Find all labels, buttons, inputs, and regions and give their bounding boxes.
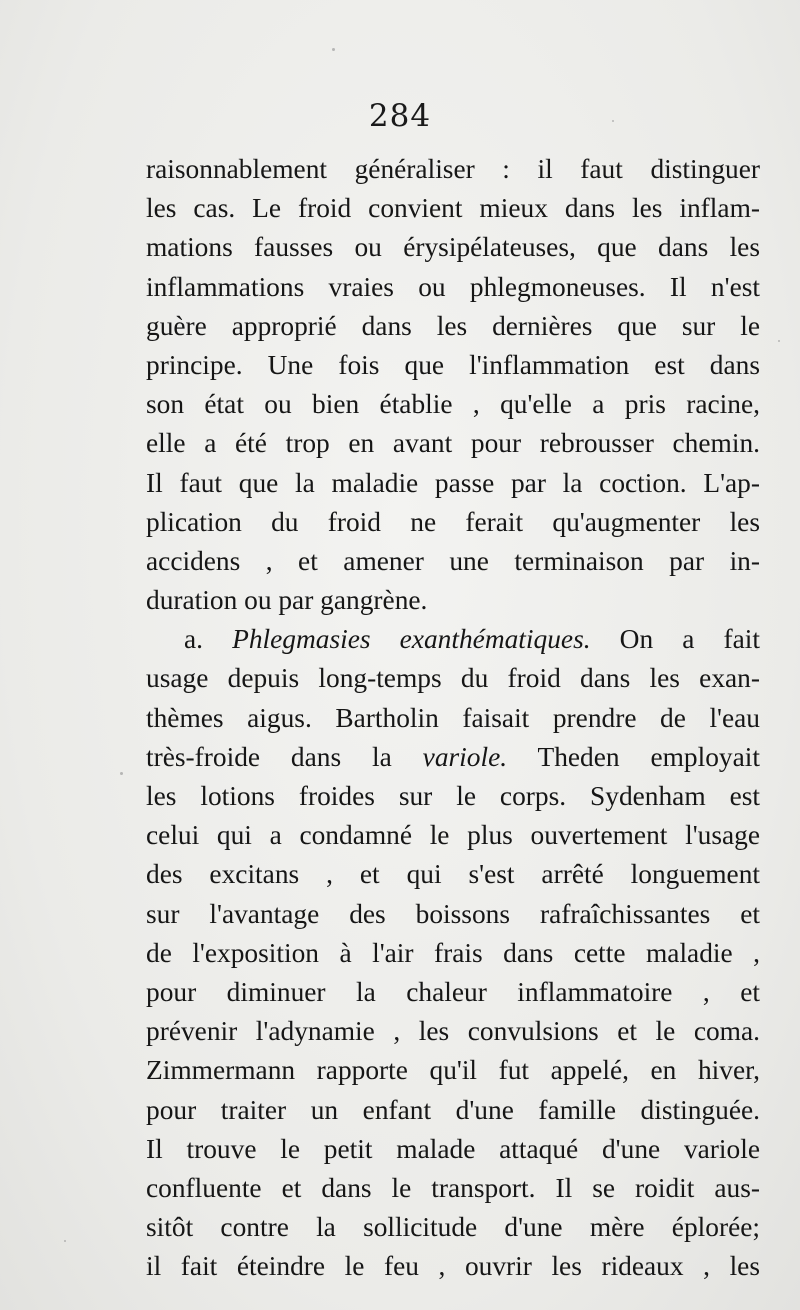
text-line bbox=[146, 777, 760, 816]
text-line bbox=[146, 1208, 760, 1247]
text-segment: sitôt contre la sollicitude d'une mère éplorée; bbox=[146, 1212, 760, 1243]
text-segment: raisonnablement généraliser : il faut distinguer bbox=[146, 154, 760, 184]
text-line bbox=[146, 1169, 760, 1208]
speck bbox=[120, 772, 123, 775]
text-segment: les cas. Le froid convient mieux dans les inflam- bbox=[146, 193, 760, 224]
text-segment: pour traiter un enfant d'une famille distinguée. bbox=[146, 1094, 760, 1125]
text-line bbox=[146, 855, 760, 894]
text-segment: inflammations vraies ou phlegmoneuses. Il n'est bbox=[146, 271, 760, 302]
text-segment: de l'exposition à l'air frais dans cette maladie , bbox=[146, 937, 760, 968]
text-line bbox=[146, 1130, 760, 1169]
text-line bbox=[146, 464, 760, 503]
speck bbox=[612, 120, 614, 122]
text-line bbox=[146, 934, 760, 973]
text-line bbox=[146, 738, 760, 777]
text-segment: mations fausses ou érysipélateuses, que dans les bbox=[146, 232, 760, 263]
text-line bbox=[146, 268, 760, 307]
speck bbox=[64, 1240, 66, 1242]
text-segment: sur l'avantage des boissons rafraîchissantes et bbox=[146, 898, 760, 929]
text-line bbox=[146, 542, 760, 581]
text-line bbox=[146, 659, 760, 698]
text-segment: usage depuis long-temps du froid dans les exan- bbox=[146, 663, 760, 694]
body-text bbox=[146, 150, 760, 1286]
text-segment: des excitans , et qui s'est arrêté longuement bbox=[146, 859, 760, 890]
text-line bbox=[146, 503, 760, 542]
text-line bbox=[146, 424, 760, 463]
text-segment: thèmes aigus. Bartholin faisait prendre de l'eau bbox=[146, 702, 760, 733]
text-segment: Theden employait bbox=[507, 741, 760, 772]
text-line bbox=[146, 307, 760, 346]
text-segment: accidens , et amener une terminaison par in- bbox=[146, 545, 760, 576]
speck bbox=[332, 48, 335, 51]
text-line bbox=[146, 1012, 760, 1051]
text-line bbox=[146, 228, 760, 267]
text-segment: elle a été trop en avant pour rebrousser chemin. bbox=[146, 428, 760, 459]
text-segment: les lotions froides sur le corps. Sydenham est bbox=[146, 781, 760, 811]
text-segment: On a fait bbox=[590, 624, 760, 655]
text-line bbox=[146, 581, 760, 620]
text-line bbox=[146, 1091, 760, 1130]
text-segment: confluente et dans le transport. Il se roidit aus- bbox=[146, 1172, 760, 1203]
speck bbox=[778, 340, 780, 342]
text-segment: Il faut que la maladie passe par la coction. L'ap- bbox=[146, 467, 760, 498]
text-segment: principe. Une fois que l'inflammation est dans bbox=[146, 349, 760, 380]
text-segment: son état ou bien établie , qu'elle a pris racine, bbox=[146, 389, 760, 420]
text-segment: guère approprié dans les dernières que sur le bbox=[146, 310, 760, 341]
text-line bbox=[146, 620, 760, 659]
italic-text: Phlegmasies exanthématiques. bbox=[232, 624, 591, 655]
text-line bbox=[146, 150, 760, 189]
text-segment: Il trouve le petit malade attaqué d'une variole bbox=[146, 1133, 760, 1164]
text-line bbox=[146, 973, 760, 1012]
text-segment: plication du froid ne ferait qu'augmenter les bbox=[146, 506, 760, 537]
text-segment: prévenir l'adynamie , les convulsions et le coma. bbox=[146, 1016, 760, 1047]
text-segment: pour diminuer la chaleur inflammatoire , et bbox=[146, 976, 760, 1007]
text-line bbox=[146, 816, 760, 855]
text-line bbox=[146, 1051, 760, 1090]
text-line bbox=[146, 346, 760, 385]
text-segment: a. bbox=[184, 624, 233, 655]
text-line bbox=[146, 699, 760, 738]
text-line bbox=[146, 189, 760, 228]
page-number: 284 bbox=[368, 98, 432, 134]
italic-text: variole. bbox=[422, 741, 508, 772]
text-segment: duration ou par gangrène. bbox=[146, 585, 428, 616]
text-line bbox=[146, 895, 760, 934]
text-line bbox=[146, 1247, 760, 1286]
text-line bbox=[146, 385, 760, 424]
text-segment: celui qui a condamné le plus ouvertement l'usage bbox=[146, 820, 760, 851]
text-segment: il fait éteindre le feu , ouvrir les rideaux , les bbox=[146, 1251, 760, 1282]
text-segment: très-froide dans la bbox=[146, 741, 423, 772]
text-segment: Zimmermann rapporte qu'il fut appelé, en hiver, bbox=[146, 1055, 760, 1086]
